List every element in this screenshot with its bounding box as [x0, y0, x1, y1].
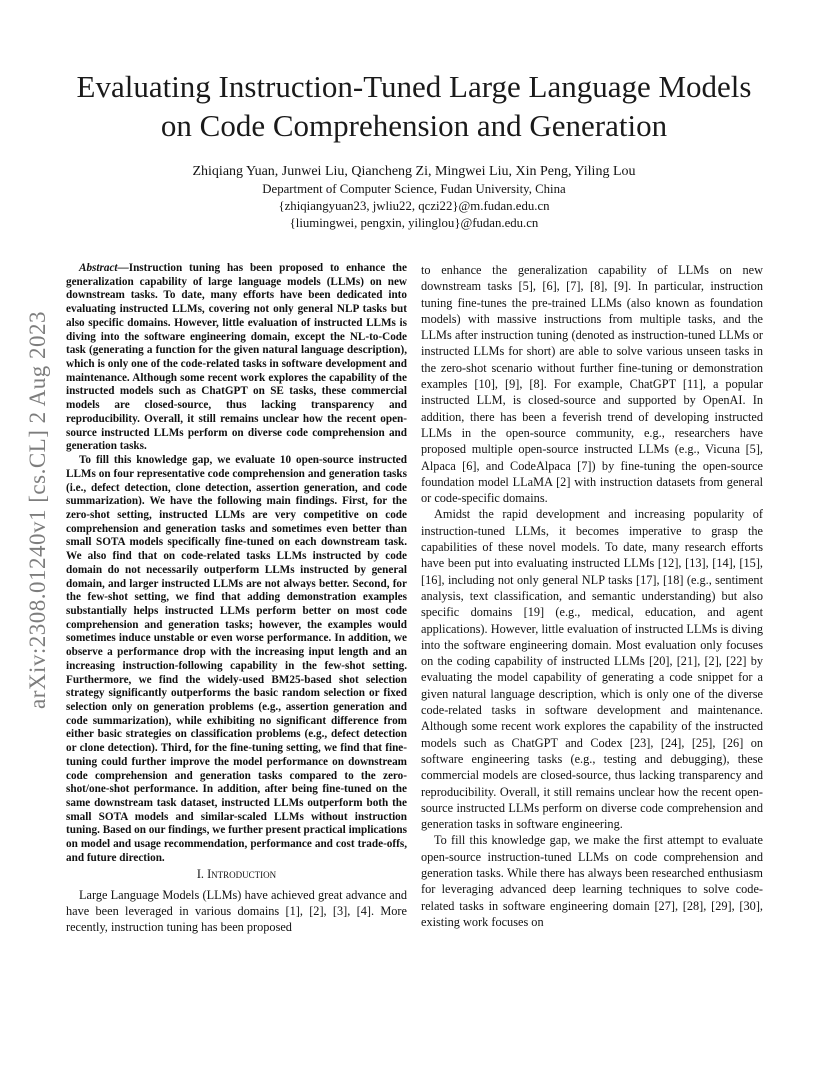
right-column	[421, 262, 763, 930]
left-column	[66, 262, 407, 936]
abstract-text-1: —Instruction tuning has been proposed to enhance the generalization capability of large language models (LLMs) on new downstream tasks. To date, many efforts have been dedicated into evaluating instructed LLMs, covering not only general NLP tasks but also specific domains. However, little evaluation of instructed LLMs is diving into the software engineering domain, except the NL-to-Code task (generating a function for the given natural language description), which is only one of the code-related tasks in software development and maintenance. Although some recent work explores the capability of the instructed models such as ChatGPT on SE tasks, these commercial models are closed-source, thus lacking transparency and reproducibility. Overall, it still remains unclear how the recent open-source instructed LLMs perform on diverse code comprehension and generation tasks.	[66, 262, 407, 453]
abstract-paragraph-2: To fill this knowledge gap, we evaluate 10 open-source instructed LLMs on four representative code comprehension and generation tasks (i.e., defect detection, clone detection, assertion generation, and code summarization). We have the following main findings. First, for the zero-shot setting, instructed LLMs are very competitive on code comprehension and generation tasks and sometimes even better than small SOTA models specifically fine-tuned on each downstream task. We also find that on code-related tasks LLMs instructed by code domain do not necessarily outperform LLMs instructed by general domain, and larger instructed LLMs are not always better. Second, for the few-shot setting, we find that adding demonstration examples substantially helps instructed LLMs perform better on most code comprehension and generation tasks; however, the examples would sometimes induce unstable or even worse performance. In addition, we observe a performance drop with the increasing input length and an increasing instruction-following capability in the few-shot setting. Furthermore, we find the widely-used BM25-based shot selection strategy significantly outperforms the basic random selection or fixed selection only on generation problems (e.g., assertion generation and code summarization), while exhibiting no significant difference from either basic strategies on classification problems (e.g., defect detection or clone detection). Third, for the fine-tuning setting, we find that fine-tuning could further improve the model performance on downstream code comprehension and generation tasks compared to the zero-shot/one-shot performance. In addition, after being fine-tuned on the same downstream task dataset, instructed LLMs outperform both the small SOTA models and similar-scaled LLMs without instruction tuning. Based on our findings, we further present practical implications on model and usage recommendation, performance and cost trade-offs, and future direction.	[66, 454, 407, 864]
author-list: Zhiqiang Yuan, Junwei Liu, Qiancheng Zi, Mingwei Liu, Xin Peng, Yiling Lou	[192, 164, 636, 179]
arxiv-identifier-sidebar	[18, 230, 58, 790]
intro-paragraph-1: Large Language Models (LLMs) have achieved great advance and have been leveraged in various domains [1], [2], [3], [4]. More recently, instruction tuning has been proposed	[66, 887, 407, 935]
paper-title: Evaluating Instruction-Tuned Large Language Models on Code Comprehension and Generation	[76, 69, 752, 143]
intro-paragraph-2: Amidst the rapid development and increasing popularity of instruction-tuned LLMs, it becomes imperative to grasp the capabilities of these novel models. To date, many research efforts have been put into evaluating instructed LLMs [12], [13], [14], [15], [16], including not only general NLP tasks [17], [18] (e.g., sentiment analysis, text classification, and semantic understanding) but also specific domains [19] (e.g., medical, education, and agent applications). However, little evaluation of instructed LLMs is diving into the software engineering domain. Most evaluation only focuses on the coding capability of instructed LLMs [20], [21], [2], [22] by evaluating the model capability of generating a code snippet for a given natural language description, which is only one of the diverse code-related tasks in software development and maintenance. Although some recent work explores the capability of the instructed models such as ChatGPT and Codex [23], [24], [25], [26] on software engineering tasks (e.g., testing and debugging), these commercial models are closed-source, thus lacking transparency and reproducibility. Overall, it still remains unclear how the recent open-source instructed LLMs perform on diverse code comprehension and generation tasks in software engineering.	[421, 507, 763, 832]
abstract-label: Abstract	[79, 262, 118, 274]
abstract-paragraph-1	[66, 262, 407, 454]
affiliation-email-2: {liumingwei, pengxin, yilinglou}@fudan.edu.cn	[289, 216, 539, 230]
intro-paragraph-3: To fill this knowledge gap, we make the first attempt to evaluate open-source instruction-tuned LLMs on code comprehension and generation tasks. While there has always been researched enthusiasm for leveraging advanced deep learning techniques to solve code-related tasks in software engineering domain [27], [28], [29], [30], existing work focuses on	[421, 833, 763, 929]
affiliation-block	[60, 181, 768, 232]
abstract	[66, 262, 407, 866]
section-heading-introduction	[66, 866, 407, 882]
arxiv-id: arXiv:2308.01240v1 [cs.CL] 2 Aug 2023	[25, 311, 50, 709]
intro-paragraph-1-continued: to enhance the generalization capability of LLMs on new downstream tasks [5], [6], [7], [8], [9]. In particular, instruction tuning fine-tunes the pre-trained LLMs (also known as foundation models) with massive instructions from multiple tasks, and the LLMs after instruction tuning (denoted as instruction-tuned LLMs or instructed LLMs for short) are able to solve various unseen tasks in the zero-shot scenario without further fine-tuning or demonstration examples [10], [9], [8]. For example, ChatGPT [11], a popular instructed LLM, is closed-source and supported by OpenAI. In addition, there has been a feverish trend of developing instructed LLMs in the open-source community, e.g., researchers have proposed multiple open-source instructed LLMs (e.g., Vicuna [5], Alpaca [6], and CodeAlpaca [7]) by fine-tuning the open-source foundation model LLaMA [2] with instruction datasets from general or code-specific domains.	[421, 263, 763, 506]
affiliation-department: Department of Computer Science, Fudan University, China	[262, 182, 566, 196]
intro-left-body	[66, 887, 407, 936]
section-number: I.	[196, 866, 204, 881]
affiliation-email-1: {zhiqiangyuan23, jwliu22, qczi22}@m.fudan.edu.cn	[278, 199, 550, 213]
section-title: Introduction	[207, 866, 277, 881]
